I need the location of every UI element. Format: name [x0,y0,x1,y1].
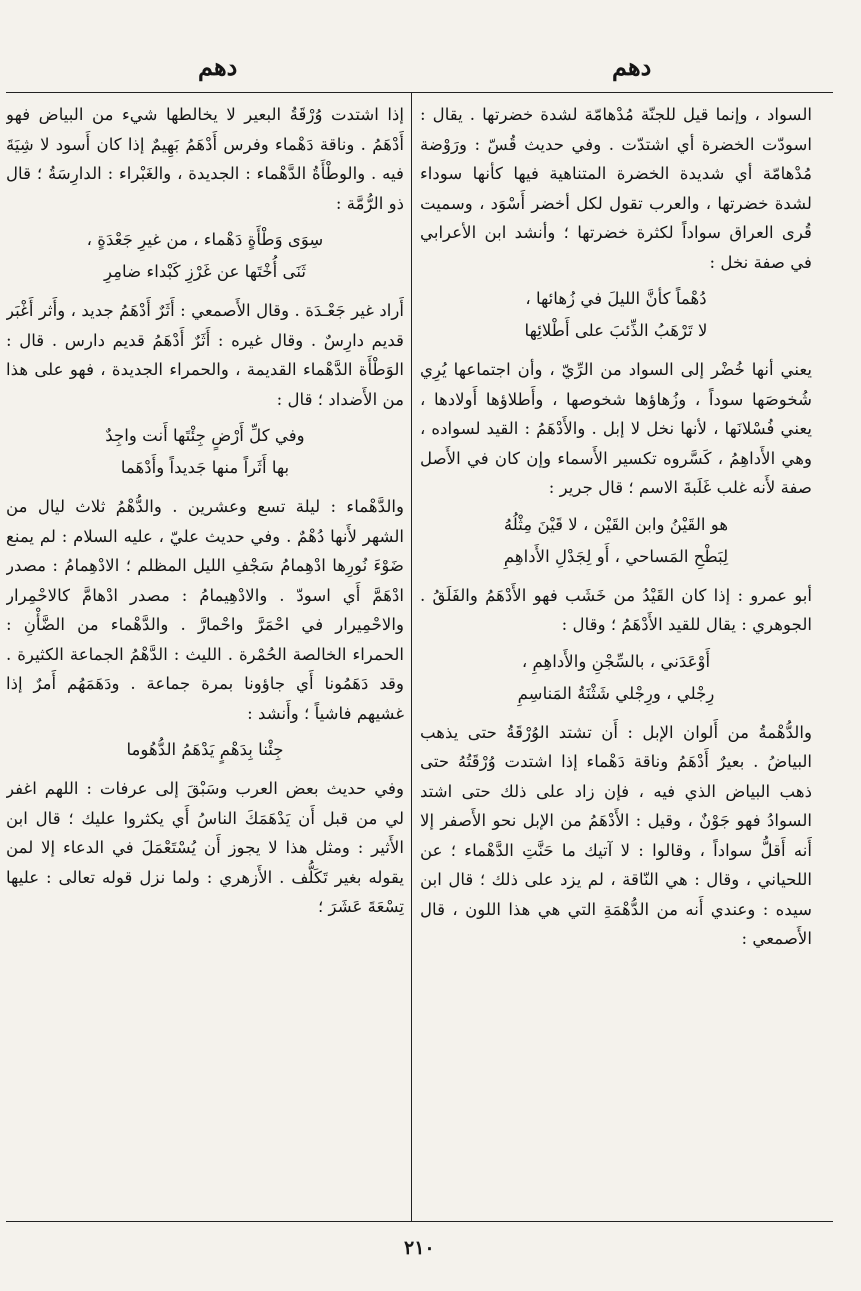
header-rule [6,92,833,93]
verse-line: لا تَرْهَبُ الذِّئبَ على أَطْلائِها [524,321,708,340]
left-column [6,100,404,1214]
verse-line: جِئْنا بِدَهْمٍ يَدْهَمُ الدُّهُوما [126,740,284,759]
paragraph: إذا اشتدت وُرْقَةُ البعير لا يخالطها شيء من البياض فهو أَدْهَمُ . وناقة دَهْماء وفرس أَدْهَمُ بَهِيمٌ إذا كان أَسود لا شِيَةَ فيه . والوطْأَةُ الدَّهْماء : الجديدة ، والغَبْراء : الدارِسَةُ ؛ قال ذو الرُّمَّة : [6,105,404,213]
verse-line: أَوْعَدَني ، بالسِّجْنِ والأَداهِمِ ، [521,651,711,671]
running-head-right: دهم [612,52,652,81]
right-column [420,100,812,1214]
paragraph: وفي حديث بعض العرب وسَبْقَ إلى عرفات : اللهم اغفر لي من قبل أَن يَدْهَمَكَ الناسُ أَي يكثروا عليك ؛ قال ابن الأَثير : ومثل هذا لا يجوز أَن يُسْتَعْمَلَ في الدعاء إلا لمن يقوله بغير تَكَلُّف . الأَزهري : ولما نزل قوله تعالى : عليها تِسْعَةَ عَشَرَ ؛ [6,779,404,916]
paragraph: أَراد غير جَعْـدَة . وقال الأَصمعي : أَثَرٌ أَدْهَمُ جديد ، وأَثر أَغْبَر قديم دارِسٌ . وقال غيره : أَثَرٌ أَدْهَمُ قديم دارس . قال : الوَطْأَة الدَّهْماء القديمة ، والحمراء الجديدة ، فهو على هذا من الأَضداد ؛ قال : [6,301,404,409]
column-divider [411,92,412,1221]
verse [6,224,404,288]
paragraph: والدَّهْماء : ليلة تسع وعشرين . والدُّهْمُ ثلاث ليال من الشهر لأَنها دُهْمٌ . وفي حديث عليّ ، عليه السلام : لم يمنع ضَوْءَ نُورِها ادْهِمامُ سَجْفِ الليل المظلم ؛ الادْهِمامُ : مصدر ادْهَمَّ أَي اسودّ . والادْهِيمامُ : مصدر ادْهامَّ كالاحْمِرار والاحْمِيرار في احْمَرَّ واحْمارَّ . والدَّهْماء من الضَّأْنِ : الحمراء الخالصة الحُمْرة . الليث : الدَّهْمُ الجماعة الكثيرة . وقد دَهَمُونا أَي جاؤونا بمرة جماعة . ودَهَمَهُم أَمرٌ إذا غشيهم فاشياً ؛ وأَنشد : [6,497,404,723]
paragraph: والدُّهْمةُ من أَلوان الإبل : أَن تشتد الوُرْقَةُ حتى يذهب البياضُ . بعيرٌ أَدْهَمُ وناقة دَهْماء إذا اشتدت وُرْقَتُهُ حتى ذهب البياض الذي فيه ، فإن زاد على ذلك حتى اشتد السوادُ فهو جَوْنٌ ، وقيل : الأَدْهَمُ من الإبل نحو الأَصفر إلا أَنه أَقلُّ سواداً ، وقالوا : لا آتيك ما حَنَّتِ الدَّهْماء ؛ عن اللحياني ، وقال : هي النّاقة ، لم يزد على ذلك ؛ قال ابن سيده : وعندي أَنه من الدُّهْمَةِ التي هي هذا اللون ، قال الأَصمعي : [420,722,812,948]
verse [420,646,812,710]
verse-line: بها أَثَراً منها جَديداً وأَدْهَما [120,458,290,477]
paragraph: يعني أنها خُضْر إلى السواد من الرِّيّ ، وأن اجتماعها يُرِي شُخوصَها سوداً ، وزُهاؤها شخوصها ، وأَطلاؤها أَولادها ، يعني فُسْلانَها ، لأنها نخل لا إبل . والأَدْهَمُ : القيد لسواده ، وهي الأَداهِمُ ، كَسَّروه تكسير الأَسماء وإن كان في الأَصل صفة لأَنه غلب غَلَبةَ الاسم ؛ قال جرير : [420,360,812,497]
verse-line: وفي كلِّ أَرْضٍ جِئْتَها أَنت واجِدٌ [105,426,305,445]
verse-line: لِبَطْحِ المَساحي ، أَو لِجَدْلِ الأَداهِمِ [503,546,729,566]
verse-line: رِجْلي ، ورِجْلي شَثْنَةُ المَناسِمِ [517,683,715,703]
verse [6,734,404,766]
page-number: ٢١٠ [404,1237,435,1259]
verse-line: دُهْماً كأنَّ الليلَ في زُهائها ، [525,289,707,308]
paragraph: السواد ، وإنما قيل للجنّة مُدْهامّة لشدة خضرتها . يقال : اسودّت الخضرة أي اشتدّت . وفي حديث قُسّ : ورَوْضة مُدْهامّة أي شديدة الخضرة المتناهية فيها كأنها سوداء لشدة خضرتها ، والعرب تقول لكل أخضر أَسْوَد ، وسميت قُرى العراق سواداً لكثرة خضرتها ؛ وأنشد ابن الأعرابي في صفة نخل : [420,105,812,272]
running-head-left: دهم [198,52,238,81]
footer-rule [6,1221,833,1222]
paragraph: أبو عمرو : إذا كان القَيْدُ من خَشَب فهو الأَدْهَمُ والفَلَقُ . الجوهري : يقال للقيد الأَدْهَمُ ؛ وقال : [420,585,812,634]
verse-line: ثَنَى أُخْتَها عن غَرْزِ كَبْداء ضامِرِ [103,262,306,281]
verse [6,420,404,484]
verse-line: سِوَى وَطْأَةٍ دَهْماء ، من غيرِ جَعْدَةٍ ، [86,230,324,249]
verse [420,509,812,573]
verse [420,283,812,347]
verse-line: هو القَيْنُ وابن القَيْن ، لا قَيْنَ مِثْلُهُ [503,514,729,534]
